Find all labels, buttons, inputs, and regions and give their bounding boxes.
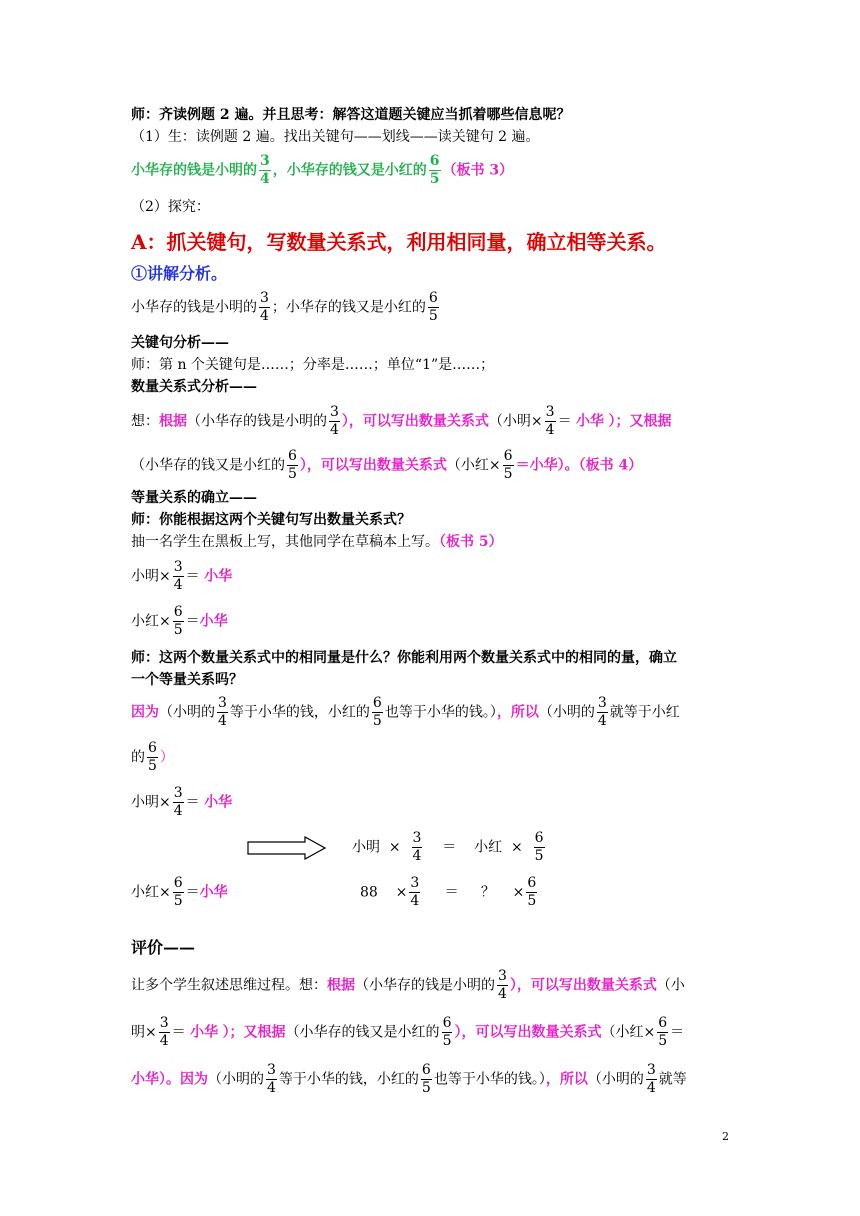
fraction-3-4: $\frac{3}{4}$	[260, 153, 270, 187]
equation-ming: 小明× $\frac{3}{4}$ ＝ 小华	[131, 559, 233, 593]
text: ，小华存的钱又是小红的	[272, 162, 427, 179]
fraction-6-5: $\frac{6}{5}$	[288, 448, 297, 482]
student-step-1: （1）生：读例题 2 遍。找出关键句——划线——读关键句 2 遍。	[131, 129, 540, 145]
fraction-6-5: $\frac{6}{5}$	[421, 1062, 431, 1096]
text: 小华存的钱是小明的	[131, 162, 257, 179]
key-sentence-plain	[131, 290, 441, 325]
board-instruction: 抽一名学生在黑板上写，其他同学在草稿本上写。（板书 5）	[131, 534, 503, 550]
key-sentence-analysis-heading: 关键句分析——	[131, 335, 229, 351]
think-line-2: （小华存的钱又是小红的 $\frac{6}{5}$ ），可以写出数量关系式（小红× $\frac{6}{5}$ ＝小华）。（板书 4）	[131, 448, 643, 482]
fraction-6-5: $\frac{6}{5}$	[534, 830, 544, 864]
fraction-3-4: $\frac{3}{4}$	[545, 404, 555, 438]
teacher-question-1: 师：齐读例题 2 遍。并且思考：解答这道题关键应当抓着哪些信息呢？	[131, 107, 571, 123]
section-heading-a: A：抓关键句，写数量关系式，利用相同量，确立相等关系。	[131, 230, 667, 254]
fraction-3-4: $\frac{3}{4}$	[267, 1062, 276, 1096]
evaluation-heading: 评价——	[131, 938, 196, 957]
because-line-cont: 的 $\frac{6}{5}$ ）	[131, 740, 174, 774]
fraction-6-5: $\frac{6}{5}$	[527, 875, 537, 909]
teacher-prompt: 师：第 n 个关键句是……；分率是……；单位“1”是……；	[131, 357, 495, 373]
fraction-3-4: $\frac{3}{4}$	[218, 695, 227, 729]
right-arrow-icon	[247, 836, 327, 860]
fraction-6-5: $\frac{6}{5}$	[442, 1015, 452, 1049]
fraction-3-4: $\frac{3}{4}$	[173, 559, 183, 593]
combined-equation: 小明 × $\frac{3}{4}$ ＝ 小红 × $\frac{6}{5}$	[352, 830, 544, 864]
fraction-6-5: $\frac{6}{5}$	[658, 1015, 668, 1049]
teacher-question-2: 师：你能根据这两个关键句写出数量关系式？	[131, 512, 411, 528]
fraction-6-5: $\frac{6}{5}$	[173, 875, 183, 909]
evaluation-line-1: 让多个学生叙述思维过程。想：根据（小华存的钱是小明的 $\frac{3}{4}$ ），可以写出数量关系式（小	[131, 968, 685, 1002]
fraction-3-4: $\frac{3}{4}$	[173, 785, 183, 819]
fraction-6-5: $\frac{6}{5}$	[148, 740, 157, 774]
fraction-6-5: $\frac{6}{5}$	[429, 153, 440, 187]
text: 小华存的钱是小明的	[131, 299, 257, 316]
key-sentence-green	[131, 153, 513, 188]
fraction-3-4: $\frac{3}{4}$	[412, 830, 422, 864]
explore-label: （2）探究：	[131, 199, 210, 215]
equation-ming-2: 小明× $\frac{3}{4}$ ＝ 小华	[131, 785, 233, 819]
evaluation-line-3: 小华）。因为（小明的 $\frac{3}{4}$ 等于小华的钱，小红的 $\frac{6}{5}$ 也等于小华的钱。），所以（小明的 $\frac{3}{4}$ 就等	[131, 1062, 687, 1096]
equal-relation-heading: 等量关系的确立——	[131, 490, 257, 506]
board-note-3: （板书 3）	[442, 162, 514, 179]
think-line-1: 想：根据（小华存的钱是小明的 $\frac{3}{4}$ ），可以写出数量关系式（小明× $\frac{3}{4}$ ＝ 小华 ）；又根据	[131, 404, 672, 438]
fraction-6-5: $\frac{6}{5}$	[173, 604, 183, 638]
text: ；小华存的钱又是小红的	[271, 299, 426, 316]
fraction-3-4: $\frac{3}{4}$	[410, 875, 420, 909]
fraction-3-4: $\frac{3}{4}$	[646, 1062, 656, 1096]
equation-hong: 小红× $\frac{6}{5}$ ＝小华	[131, 604, 228, 638]
teacher-question-3-cont: 一个等量关系吗？	[131, 672, 243, 688]
because-line: 因为（小明的 $\frac{3}{4}$ 等于小华的钱，小红的 $\frac{6}{5}$ 也等于小华的钱。），所以（小明的 $\frac{3}{4}$ 就等于小红	[131, 695, 680, 729]
fraction-3-4: $\frac{3}{4}$	[330, 404, 339, 438]
fraction-3-4: $\frac{3}{4}$	[159, 1015, 169, 1049]
page-number: 2	[722, 1130, 729, 1143]
subheading-analysis: ①讲解分析。	[131, 264, 228, 283]
quantity-analysis-heading: 数量关系式分析——	[131, 379, 257, 395]
fraction-6-5: $\frac{6}{5}$	[503, 448, 513, 482]
equation-hong-2: 小红× $\frac{6}{5}$ ＝小华	[131, 875, 228, 909]
fraction-6-5: $\frac{6}{5}$	[372, 695, 382, 729]
fraction-3-4: $\frac{3}{4}$	[597, 695, 607, 729]
numeric-equation: 88 × $\frac{3}{4}$ ＝ ？ × $\frac{6}{5}$	[360, 875, 537, 909]
fraction-3-4: $\frac{3}{4}$	[260, 290, 269, 324]
evaluation-line-2: 明× $\frac{3}{4}$ ＝ 小华 ）；又根据（小华存的钱又是小红的 $\frac{6}{5}$ ），可以写出数量关系式（小红× $\frac{6}{5}$ ＝	[131, 1015, 685, 1049]
teacher-question-3: 师：这两个数量关系式中的相同量是什么？你能利用两个数量关系式中的相同的量，确立	[131, 650, 677, 666]
fraction-3-4: $\frac{3}{4}$	[498, 968, 507, 1002]
fraction-6-5: $\frac{6}{5}$	[428, 290, 438, 324]
